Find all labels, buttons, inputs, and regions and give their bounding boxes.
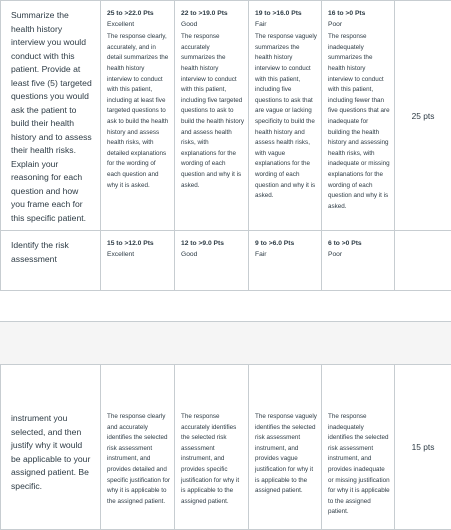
rating-description: The response vaguely identifies the selected risk assessment instrument, and provides vague justification for why it is applicable to the assigned patient.: [255, 413, 317, 495]
rating-points: 25 to >22.0 Pts: [107, 10, 154, 17]
criterion-description: [1, 365, 101, 530]
criterion-text: Identify the risk assessment: [11, 240, 69, 264]
rating-cell-fair: [249, 365, 322, 530]
rating-cell-fair: [249, 1, 322, 231]
rating-points: 9 to >6.0 Pts: [255, 240, 295, 247]
criterion-row-health-history: [1, 1, 451, 231]
rating-points: 15 to >12.0 Pts: [107, 240, 154, 247]
rating-description: The response clearly and accurately identifies the selected risk assessment instrument, and provides detailed and specific justification for why it is applicable to the assigned patient.: [107, 413, 170, 505]
rating-title: Excellent: [107, 250, 135, 258]
rating-cell-good: [175, 231, 249, 291]
rating-title: Excellent: [107, 20, 135, 28]
rating-points: 12 to >9.0 Pts: [181, 240, 224, 247]
rating-cell-poor: [322, 1, 395, 231]
criterion-text: Summarize the health history interview you would conduct with this patient. Provide at least five (5) targeted questions you would ask the patient to build their health history and to assess their health risks. Explain your reasoning for each question and how you frame each for this specific patient.: [11, 10, 92, 223]
criterion-row-risk-assessment: [1, 231, 451, 291]
rating-description: The response clearly, accurately, and in detail summarizes the health history interview to conduct with this patient, including at least five targeted questions to ask to build the health history and assess health risks, with detailed explanations for the wording of each question and why it is asked.: [107, 33, 169, 189]
rating-cell-fair: [249, 231, 322, 291]
rating-description: The response accurately summarizes the health history interview to conduct with this patient, including five targeted questions to ask to build the health history and assess health risks, with explanations for the wording of each question and why it is asked.: [181, 33, 245, 189]
rating-title: Poor: [328, 20, 343, 28]
rating-points: 16 to >0 Pts: [328, 10, 366, 17]
criterion-description: [1, 231, 101, 291]
criterion-row-risk-assessment-continued: [1, 365, 451, 530]
rating-points: 6 to >0 Pts: [328, 240, 362, 247]
rating-title: Good: [181, 250, 198, 258]
rating-cell-excellent: [101, 365, 175, 530]
criterion-text: instrument you selected, and then justify why it would be applicable to your assigned patient. Be specific.: [11, 413, 91, 491]
rating-description: The response accurately identifies the selected risk assessment instrument, and provides specific justification for why it is applicable to the assigned patient.: [181, 413, 240, 505]
rating-points: 22 to >19.0 Pts: [181, 10, 228, 17]
rubric-table-bottom: [0, 364, 451, 530]
rating-cell-excellent: [101, 231, 175, 291]
rating-cell-poor: [322, 365, 395, 530]
rating-description: The response inadequately identifies the selected risk assessment instrument, and provides inadequate or missing justification for why it is applicable to the assigned patient.: [328, 413, 390, 516]
rating-title: Good: [181, 20, 198, 28]
criterion-total-points: 15 pts: [395, 365, 451, 530]
rating-title: Fair: [255, 20, 267, 28]
page-break-divider: [0, 321, 451, 365]
rating-description: The response inadequately summarizes the health history interview to conduct with this patient, including fewer than five questions that are inadequate for building the health history and assessing health risks, with inadequate or missing explanations for the wording of each question and why it is asked.: [328, 33, 390, 210]
rating-title: Fair: [255, 250, 267, 258]
rating-title: Poor: [328, 250, 343, 258]
rating-cell-excellent: [101, 1, 175, 231]
criterion-total-points: [395, 231, 451, 291]
rating-description: The response vaguely summarizes the health history interview to conduct with this patient, including five questions to ask that are vague or lacking specificity to build the health history and assess health risks, with vague explanations for the wording of each question and why it is asked.: [255, 33, 317, 200]
rating-cell-good: [175, 365, 249, 530]
rating-cell-poor: [322, 231, 395, 291]
criterion-total-points: 25 pts: [395, 1, 451, 231]
rating-points: 19 to >16.0 Pts: [255, 10, 302, 17]
criterion-description: [1, 1, 101, 231]
rating-cell-good: [175, 1, 249, 231]
